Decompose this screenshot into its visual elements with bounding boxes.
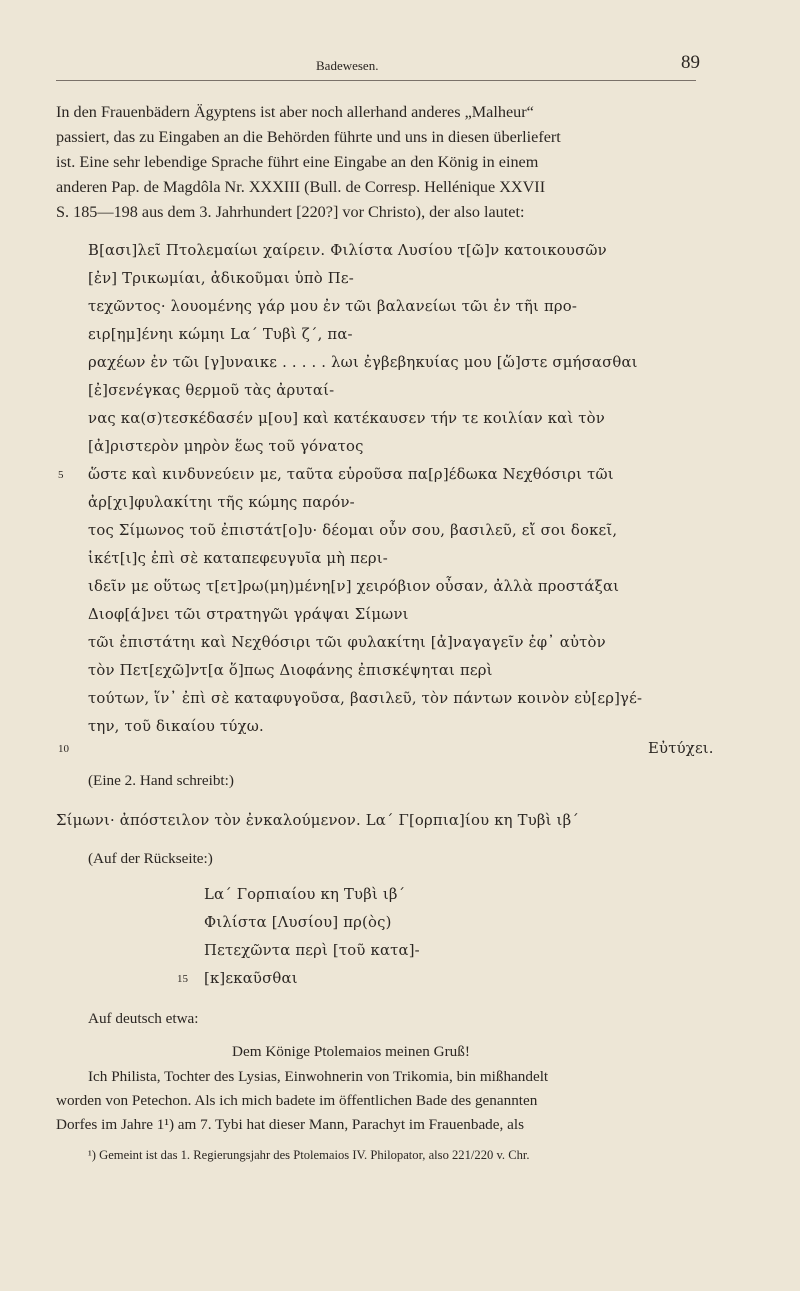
translation-line: worden von Petechon. Als ich mich badete im öffentlichen Bade des genannten	[56, 1092, 538, 1109]
running-header	[56, 52, 700, 81]
greek-line: ιδεῖν με οὕτως τ[ετ]ρω(μη)μένη[ν] χειρόβιον οὖσαν, ἀλλὰ προστάξαι	[88, 578, 620, 595]
greek-line: [ἀ]ριστερὸν μηρὸν ἕως τοῦ γόνατος	[88, 438, 364, 455]
greek-line: Διοφ[ά]νει τῶι στρατηγῶι γράψαι Σίμωνι	[88, 606, 409, 623]
greek-line: ραχέων ἐν τῶι [γ]υναικε . . . . . λωι ἐγβεβηκυίας μου [ὥ]στε σμήσασθαι	[88, 354, 638, 371]
second-hand-note: (Eine 2. Hand schreibt:)	[88, 772, 234, 789]
greek-line: Β[ασι]λεῖ Πτολεμαίωι χαίρειν. Φιλίστα Λυσίου τ[ῶ]ν κατοικουσῶν	[88, 242, 607, 259]
reverse-line: [κ]εκαῦσθαι	[204, 970, 298, 987]
line-number: 10	[58, 743, 69, 755]
page-number: 89	[681, 52, 700, 73]
reverse-line: Φιλίστα [Λυσίου] πρ(ὸς)	[204, 914, 392, 931]
translation-line: Ich Philista, Tochter des Lysias, Einwohnerin von Trikomia, bin mißhandelt	[88, 1068, 549, 1085]
intro-line: passiert, das zu Eingaben an die Behörden führte und uns in diesen überliefert	[56, 128, 561, 146]
reverse-line: Lα΄ Γορπιαίου κη Τυβὶ ιβ΄	[204, 886, 406, 903]
intro-line: ist. Eine sehr lebendige Sprache führt eine Eingabe an den König in einem	[56, 153, 539, 171]
greek-line: ἀρ[χι]φυλακίτηι τῆς κώμης παρόν-	[88, 494, 355, 511]
greek-line: [ἐν] Τρικωμίαι, ἀδικοῦμαι ὑπὸ Πε-	[88, 270, 354, 287]
reverse-line: Πετεχῶντα περὶ [τοῦ κατα]-	[204, 942, 420, 959]
second-hand-text: Σίμωνι· ἀπόστειλον τὸν ἐνκαλούμενον. Lα΄ Γ[ορπια]ίου κη Τυβὶ ιβ΄	[56, 812, 579, 829]
intro-line: S. 185—198 aus dem 3. Jahrhundert [220?] vor Christo), der also lautet:	[56, 203, 525, 221]
greek-line: ειρ[ημ]ένηι κώμηι Lα΄ Τυβὶ ζ΄, πα-	[88, 326, 353, 343]
intro-line: anderen Pap. de Magdôla Nr. XXXIII (Bull. de Corresp. Hellénique XXVII	[56, 178, 546, 196]
greek-line: νας κα(σ)τεσκέδασέν μ[ου] καὶ κατέκαυσεν τήν τε κοιλίαν καὶ τὸν	[88, 410, 605, 427]
footnote: ¹) Gemeint ist das 1. Regierungsjahr des Ptolemaios IV. Philopator, also 221/220 v. Chr.	[88, 1148, 530, 1162]
intro-line: In den Frauenbädern Ägyptens ist aber noch allerhand anderes „Malheur“	[56, 103, 534, 121]
greek-line: τος Σίμωνος τοῦ ἐπιστάτ[ο]υ· δέομαι οὖν σου, βασιλεῦ, εἴ σοι δοκεῖ,	[88, 522, 618, 539]
greek-line: τῶι ἐπιστάτηι καὶ Νεχθόσιρι τῶι φυλακίτηι [ἀ]ναγαγεῖν ἐφ᾽ αὐτὸν	[88, 634, 606, 651]
greek-line: ἱκέτ[ι]ς ἐπὶ σὲ καταπεφευγυῖα μὴ περι-	[88, 550, 388, 567]
greek-line: την, τοῦ δικαίου τύχω.	[88, 718, 264, 735]
greek-line: ὥστε καὶ κινδυνεύειν με, ταῦτα εὑροῦσα πα[ρ]έδωκα Νεχθόσιρι τῶι	[88, 466, 614, 483]
translation-heading: Auf deutsch etwa:	[88, 1010, 199, 1027]
greek-line: [ἐ]σενέγκας θερμοῦ τὰς ἀρυταί-	[88, 382, 335, 399]
translation-line: Dorfes im Jahre 1¹) am 7. Tybi hat dieser Mann, Parachyt im Frauenbade, als	[56, 1116, 524, 1133]
header-title: Badewesen.	[316, 58, 379, 73]
closing-salutation: Εὐτύχει.	[648, 740, 714, 757]
greek-line: τούτων, ἵν᾽ ἐπὶ σὲ καταφυγοῦσα, βασιλεῦ, τὸν πάντων κοινὸν εὐ[ερ]γέ-	[88, 690, 643, 707]
greek-line: τὸν Πετ[εχῶ]ντ[α ὅ]πως Διοφάνης ἐπισκέψηται περὶ	[88, 662, 493, 679]
greek-line: τεχῶντος· λουομένης γάρ μου ἐν τῶι βαλανείωι τῶι ἐν τῆι προ-	[88, 298, 578, 315]
reverse-note: (Auf der Rückseite:)	[88, 850, 213, 867]
line-number: 5	[58, 469, 64, 481]
line-number: 15	[177, 973, 188, 985]
translation-greeting: Dem Könige Ptolemaios meinen Gruß!	[232, 1043, 470, 1060]
